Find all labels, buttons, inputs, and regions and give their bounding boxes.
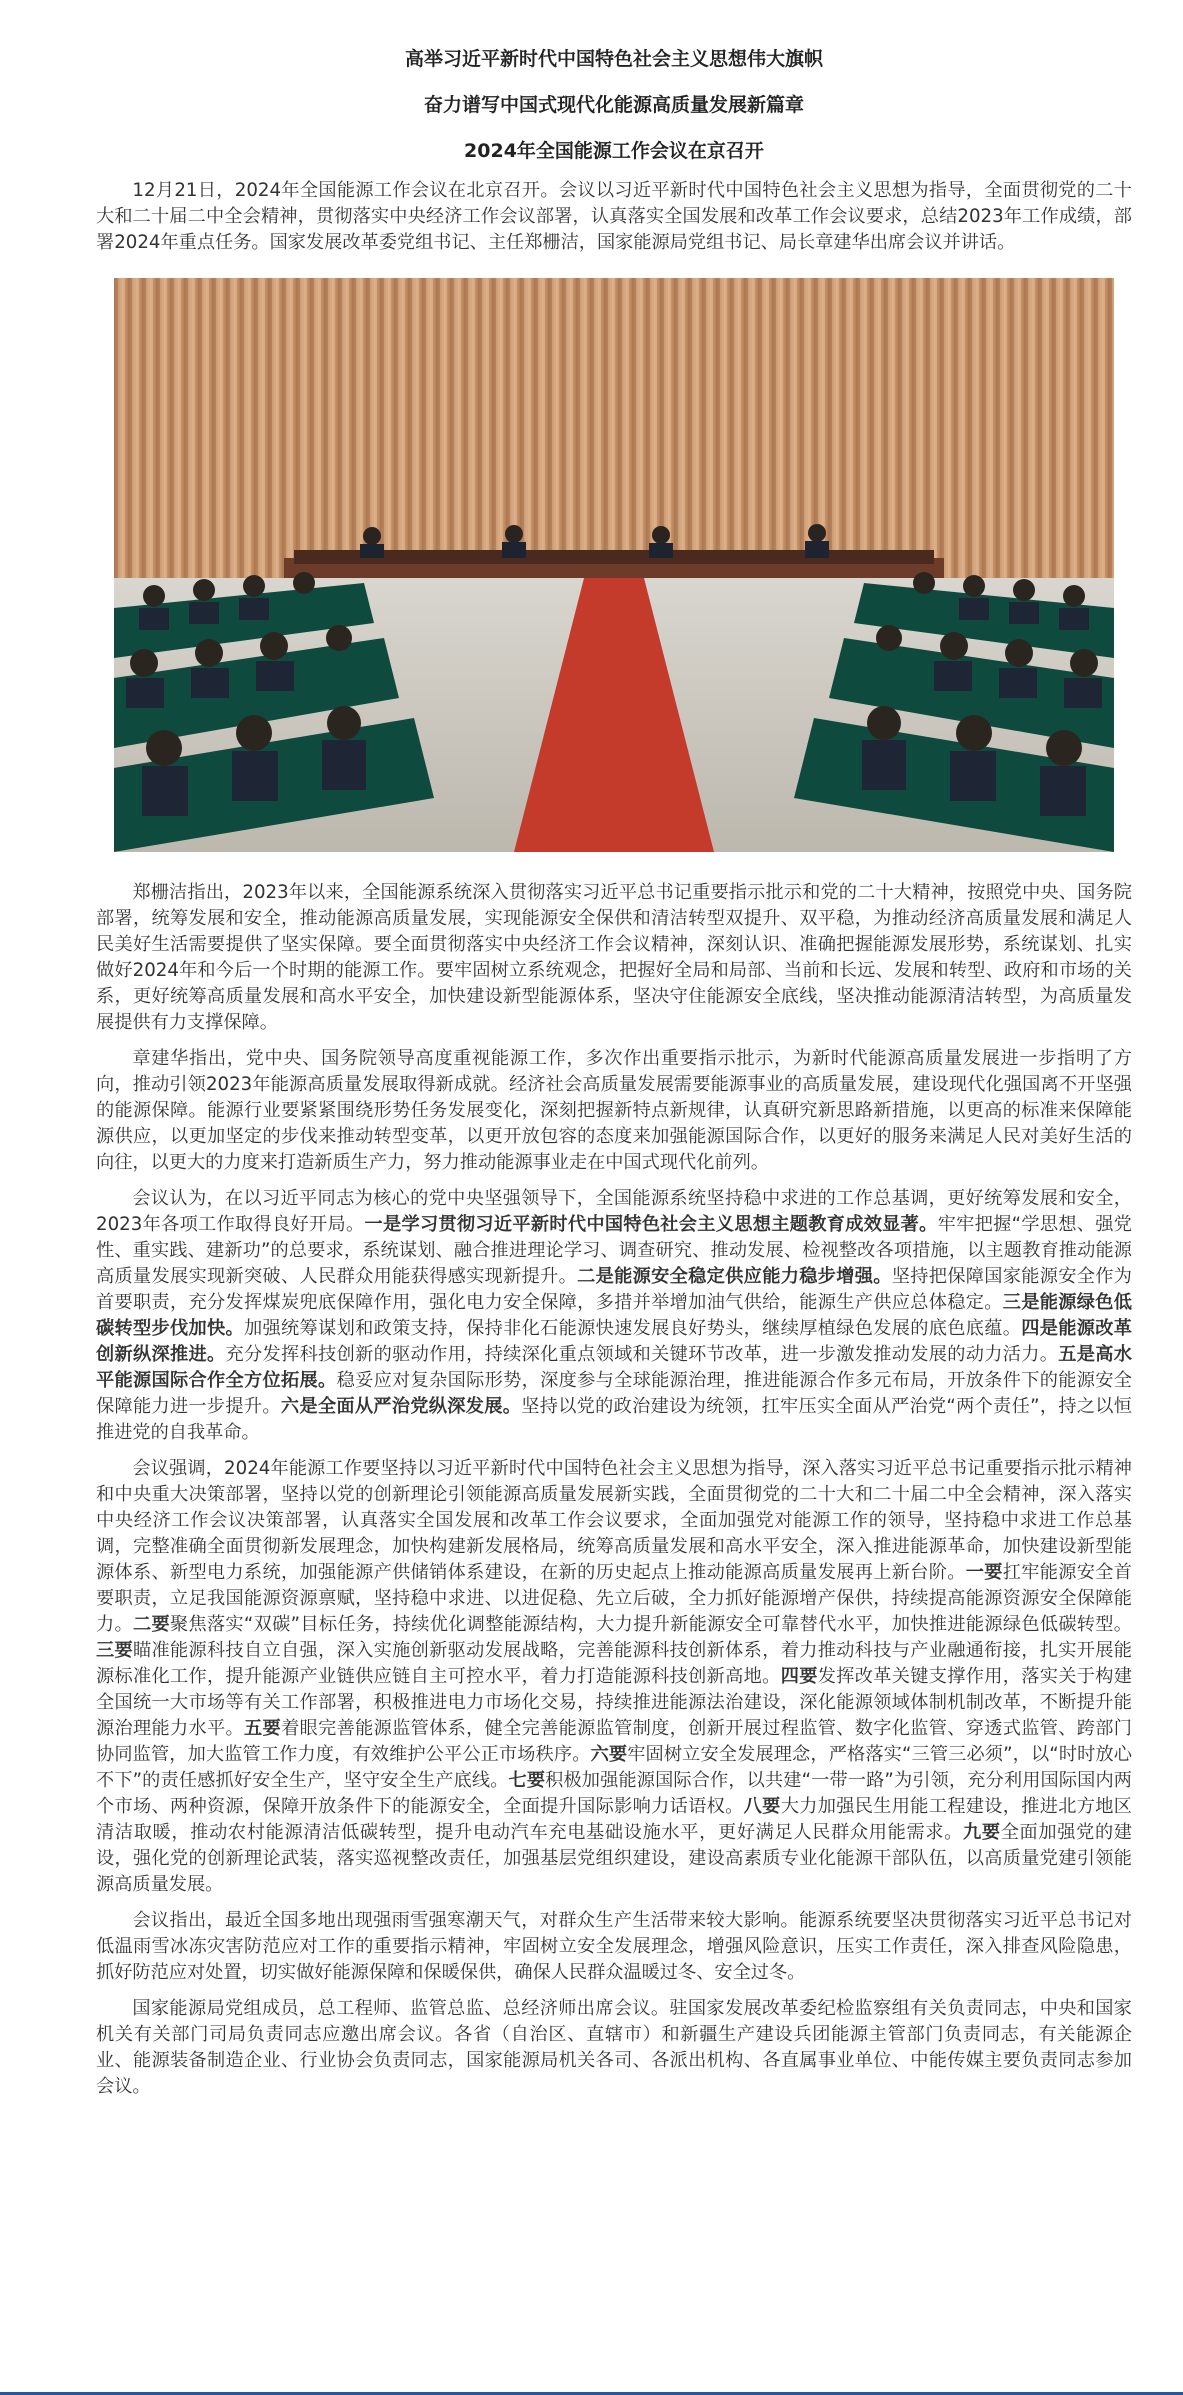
task-point: 六要 — [590, 1744, 628, 1765]
tasks-text: 扛牢能源安全首要职责，立足我国能源资源禀赋，坚持稳中求进、以进促稳、先立后破，全力抓好能源增产保供，持续提高能源资源安全保障能力。 — [96, 1562, 1132, 1635]
tasks-text: 着眼完善能源监管体系，健全完善能源监管制度，创新开展过程监管、数字化监管、穿透式监管、跨部门协同监管，加大监管工作力度，有效维护公平公正市场秩序。 — [96, 1718, 1132, 1765]
tasks-text: 全面加强党的建设，强化党的创新理论武装，落实巡视整改责任，加强基层党组织建设，建设高素质专业化能源干部队伍，以高质量党建引领能源高质量发展。 — [96, 1822, 1132, 1895]
task-point: 一要 — [965, 1562, 1003, 1583]
summary-point: 一是学习贯彻习近平新时代中国特色社会主义思想主题教育成效显著。 — [364, 1214, 938, 1235]
zheng-speech-paragraph: 郑栅洁指出，2023年以来，全国能源系统深入贯彻落实习近平总书记重要指示批示和党的二十大精神，按照党中央、国务院部署，统筹发展和安全，推动能源高质量发展，实现能源安全保供和清洁转型双提升、双平稳，为推动经济高质量发展和满足人民美好生活需要提供了坚实保障。要全面贯彻落实中央经济工作会议精神，深刻认识、准确把握能源发展形势，系统谋划、扎实做好2024年和今后一个时期的能源工作。要牢固树立系统观念，把握好全局和局部、当前和长远、发展和转型、政府和市场的关系，更好统筹高质量发展和高水平安全，加快建设新型能源体系，坚决守住能源安全底线，坚决推动能源清洁转型，为高质量发展提供有力支撑保障。 — [96, 882, 1132, 1033]
tasks-text: 积极加强能源国际合作，以共建“一带一路”为引领，充分利用国际国内两个市场、两种资源，保障开放条件下的能源安全，全面提升国际影响力话语权。 — [96, 1770, 1132, 1817]
task-point: 二要 — [132, 1614, 170, 1635]
headline-2: 奋力谱写中国式现代化能源高质量发展新篇章 — [423, 94, 804, 116]
conference-photo — [114, 278, 1114, 852]
summary-text: 加强统筹谋划和政策支持，保持非化石能源快速发展良好势头，继续厚植绿色发展的底色底蕴。 — [244, 1318, 1022, 1339]
headline-3: 2024年全国能源工作会议在京召开 — [464, 140, 764, 162]
attendees-paragraph: 国家能源局党组成员，总工程师、监管总监、总经济师出席会议。驻国家发展改革委纪检监察组有关负责同志，中央和国家机关有关部门司局负责同志应邀出席会议。各省（自治区、直辖市）和新疆生产建设兵团能源主管部门负责同志，有关能源企业、能源装备制造企业、行业协会负责同志，国家能源局机关各司、各派出机构、各直属事业单位、中能传媒主要负责同志参加会议。 — [96, 1998, 1132, 2097]
summary-text: 会议认为，在以习近平同志为核心的党中央坚强领导下，全国能源系统坚持稳中求进的工作总基调，更好统筹发展和安全，2023年各项工作取得良好开局。 — [96, 1188, 1132, 1235]
tasks-text: 牢固树立安全发展理念，严格落实“三管三必须”，以“时时放心不下”的责任感抓好安全生产，坚守安全生产底线。 — [96, 1744, 1132, 1791]
article — [96, 40, 1132, 2110]
task-point: 三要 — [96, 1640, 134, 1661]
summary-text: 坚持把保障国家能源安全作为首要职责，充分发挥煤炭兜底保障作用，强化电力安全保障，多措并举增加油气供给，能源生产供应总体稳定。 — [96, 1266, 1132, 1313]
summary-point: 三是能源绿色低碳转型步伐加快。 — [96, 1292, 1132, 1339]
tasks-text: 大力加强民生用能工程建设，推进北方地区清洁取暖，推动农村能源清洁低碳转型，提升电动汽车充电基础设施水平，更好满足人民群众用能需求。 — [96, 1796, 1132, 1843]
headline-1: 高举习近平新时代中国特色社会主义思想伟大旗帜 — [404, 48, 823, 70]
weather-paragraph: 会议指出，最近全国多地出现强雨雪强寒潮天气，对群众生产生活带来较大影响。能源系统要坚决贯彻落实习近平总书记对低温雨雪冰冻灾害防范应对工作的重要指示精神，牢固树立安全发展理念，增强风险意识，压实工作责任，深入排查风险隐患，抓好防范应对处置，切实做好能源保障和保暖保供，确保人民群众温暖过冬、安全过冬。 — [96, 1910, 1132, 1983]
zhang-speech-paragraph: 章建华指出，党中央、国务院领导高度重视能源工作，多次作出重要指示批示，为新时代能源高质量发展进一步指明了方向，推动引领2023年能源高质量发展取得新成就。经济社会高质量发展需要能源事业的高质量发展，建设现代化强国离不开坚强的能源保障。能源行业要紧紧围绕形势任务发展变化，深刻把握新特点新规律，认真研究新思路新措施，以更高的标准来保障能源供应，以更加坚定的步伐来推动转型变革，以更开放包容的态度来加强能源国际合作，以更好的服务来满足人民对美好生活的向往，以更大的力度来打造新质生产力，努力推动能源事业走在中国式现代化前列。 — [96, 1048, 1132, 1173]
task-point: 四要 — [780, 1666, 818, 1687]
task-point: 九要 — [963, 1822, 1001, 1843]
summary-point: 五是高水平能源国际合作全方位拓展。 — [96, 1344, 1132, 1391]
tasks-text: 会议强调，2024年能源工作要坚持以习近平新时代中国特色社会主义思想为指导，深入落实习近平总书记重要指示批示精神和中央重大决策部署，坚持以党的创新理论引领能源高质量发展新实践，全面贯彻党的二十大和二十届二中全会精神，深入落实中央经济工作会议决策部署，认真落实全国发展和改革工作会议要求，全面加强党对能源工作的领导，坚持稳中求进工作总基调，完整准确全面贯彻新发展理念，加快构建新发展格局，统筹高质量发展和高水平安全，深入推进能源革命，加快建设新型能源体系、新型电力系统，加强能源产供储销体系建设，在新的历史起点上推动能源高质量发展再上新台阶。 — [96, 1458, 1132, 1583]
summary-point: 六是全面从严治党纵深发展。 — [280, 1396, 522, 1417]
summary-text: 稳妥应对复杂国际形势，深度参与全球能源治理，推进能源合作多元布局，开放条件下的能源安全保障能力进一步提升。 — [96, 1370, 1132, 1417]
task-point: 五要 — [244, 1718, 282, 1739]
intro-paragraph: 12月21日，2024年全国能源工作会议在北京召开。会议以习近平新时代中国特色社会主义思想为指导，全面贯彻党的二十大和二十届二中全会精神，贯彻落实中央经济工作会议部署，认真落实全国发展和改革工作会议要求，总结2023年工作成绩，部署2024年重点任务。国家发展改革委党组书记、主任郑栅洁，国家能源局党组书记、局长章建华出席会议并讲话。 — [96, 180, 1132, 253]
tasks-text: 瞄准能源科技自立自强，深入实施创新驱动发展战略，完善能源科技创新体系，着力推动科技与产业融通衔接，扎实开展能源标准化工作，提升能源产业链供应链自主可控水平，着力打造能源科技创新高地。 — [96, 1640, 1132, 1687]
curtain-backdrop — [114, 278, 1114, 578]
summary-text: 坚持以党的政治建设为统领，扛牢压实全面从严治党“两个责任”，持之以恒推进党的自我革命。 — [96, 1396, 1132, 1443]
summary-text: 充分发挥科技创新的驱动作用，持续深化重点领域和关键环节改革，进一步激发推动发展的动力活力。 — [225, 1344, 1059, 1365]
tasks-paragraph — [96, 1456, 1132, 1898]
task-point: 七要 — [508, 1770, 546, 1791]
tasks-text: 发挥改革关键支撑作用，落实关于构建全国统一大市场等有关工作部署，积极推进电力市场化交易，持续推进能源法治建设，深化能源领域体制机制改革，不断提升能源治理能力水平。 — [96, 1666, 1132, 1739]
summary-point: 二是能源安全稳定供应能力稳步增强。 — [577, 1266, 892, 1287]
summary-paragraph — [96, 1186, 1132, 1446]
presidium-table — [294, 550, 934, 564]
task-point: 八要 — [743, 1796, 781, 1817]
summary-text: 牢牢把握“学思想、强党性、重实践、建新功”的总要求，系统谋划、融合推进理论学习、调查研究、推动发展、检视整改各项措施，以主题教育推动能源高质量发展实现新突破、人民群众用能获得感实现新提升。 — [96, 1214, 1132, 1287]
tasks-text: 聚焦落实“双碳”目标任务，持续优化调整能源结构，大力提升新能源安全可靠替代水平，加快推进能源绿色低碳转型。 — [169, 1614, 1132, 1635]
summary-point: 四是能源改革创新纵深推进。 — [96, 1318, 1132, 1365]
